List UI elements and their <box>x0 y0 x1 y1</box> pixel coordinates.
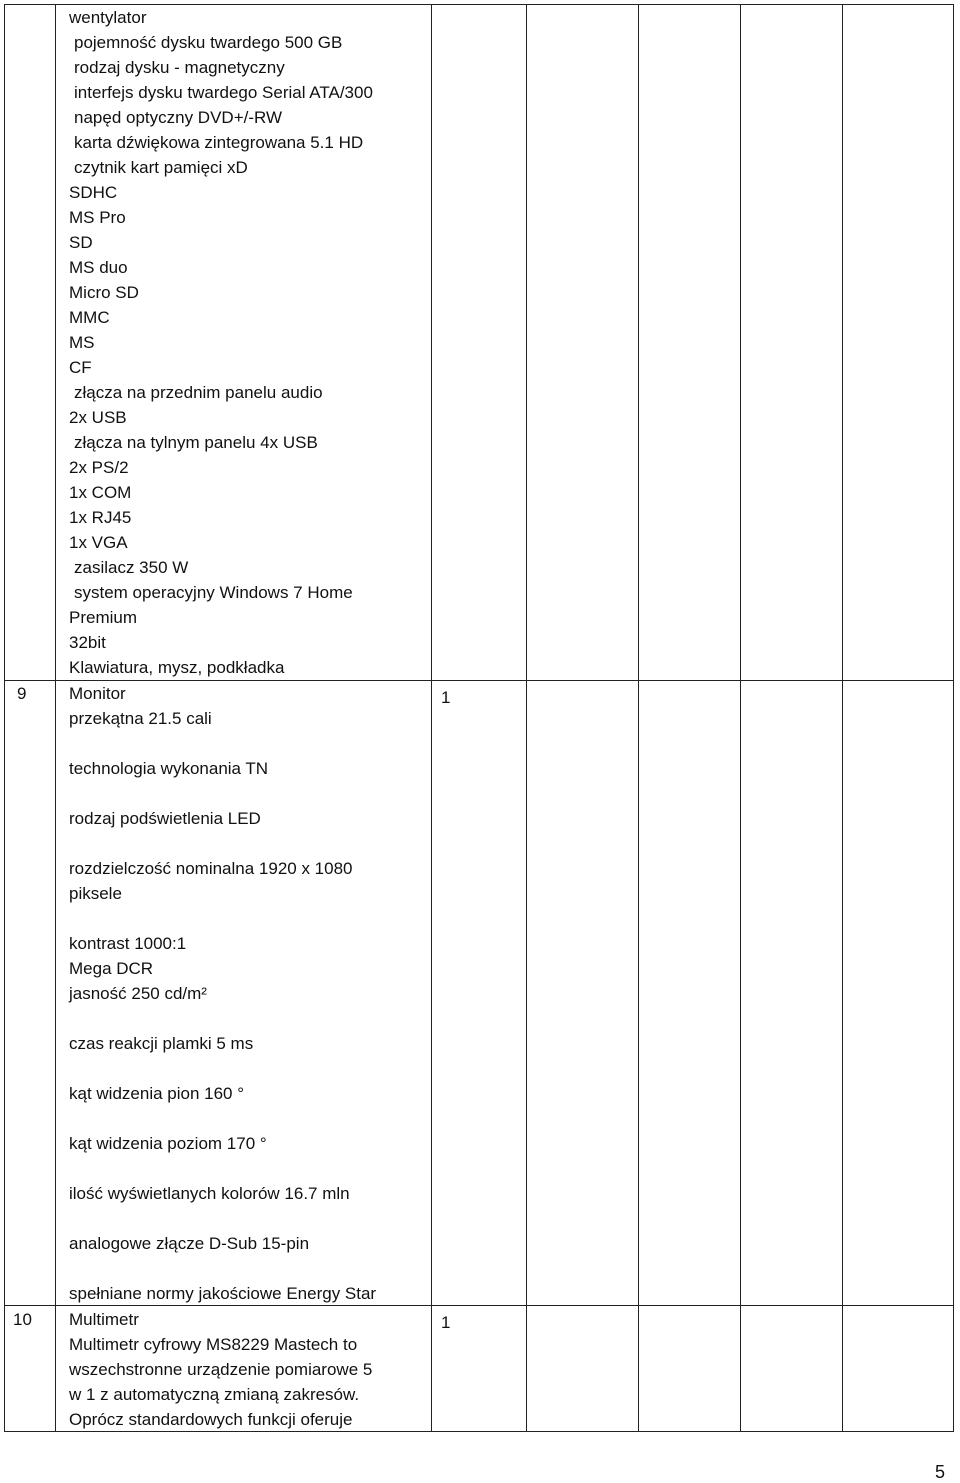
spec-line: wszechstronne urządzenie pomiarowe 5 <box>69 1360 373 1379</box>
spec-line: 1x VGA <box>69 533 128 552</box>
spec-line: SDHC <box>69 183 118 202</box>
spec-line: CF <box>69 358 92 377</box>
row-quantity-9: 1 <box>441 688 451 707</box>
spec-line: interfejs dysku twardego Serial ATA/300 <box>74 83 373 102</box>
spec-line: MS duo <box>69 258 128 277</box>
spec-line: piksele <box>69 884 122 903</box>
spec-line: MS <box>69 333 95 352</box>
row-quantity-10: 1 <box>441 1313 451 1332</box>
spec-line: Premium <box>69 608 138 627</box>
spec-line: Monitor <box>69 684 126 703</box>
spec-line: Oprócz standardowych funkcji oferuje <box>69 1410 353 1429</box>
column-divider-4 <box>638 4 639 1432</box>
spec-line: pojemność dysku twardego 500 GB <box>74 33 343 52</box>
column-divider-3 <box>526 4 527 1432</box>
spec-line: MMC <box>69 308 110 327</box>
column-divider-1 <box>55 4 56 1432</box>
row-number-10: 10 <box>13 1310 32 1329</box>
spec-line: rodzaj dysku - magnetyczny <box>74 58 285 77</box>
spec-line: złącza na tylnym panelu 4x USB <box>74 433 318 452</box>
spec-line: 2x PS/2 <box>69 458 129 477</box>
spec-line: karta dźwiękowa zintegrowana 5.1 HD <box>74 133 364 152</box>
spec-line: Micro SD <box>69 283 139 302</box>
spec-line: złącza na przednim panelu audio <box>74 383 323 402</box>
spec-line: czytnik kart pamięci xD <box>74 158 248 177</box>
spec-line: Klawiatura, mysz, podkładka <box>69 658 285 677</box>
spec-line: wentylator <box>69 8 147 27</box>
row-divider-9 <box>4 680 954 681</box>
spec-line: spełniane normy jakościowe Energy Star <box>69 1284 377 1303</box>
spec-line: technologia wykonania TN <box>69 759 269 778</box>
spec-line: Multimetr <box>69 1310 139 1329</box>
spec-line: rodzaj podświetlenia LED <box>69 809 261 828</box>
spec-line: MS Pro <box>69 208 126 227</box>
spec-line: analogowe złącze D-Sub 15-pin <box>69 1234 310 1253</box>
spec-line: przekątna 21.5 cali <box>69 709 212 728</box>
spec-line: kontrast 1000:1 <box>69 934 187 953</box>
spec-line: rozdzielczość nominalna 1920 x 1080 <box>69 859 353 878</box>
spec-line: 2x USB <box>69 408 127 427</box>
spec-line: napęd optyczny DVD+/-RW <box>74 108 283 127</box>
spec-line: kąt widzenia pion 160 ° <box>69 1084 245 1103</box>
row-number-9: 9 <box>17 684 27 703</box>
spec-line: Multimetr cyfrowy MS8229 Mastech to <box>69 1335 358 1354</box>
spec-line: system operacyjny Windows 7 Home <box>74 583 353 602</box>
spec-line: ilość wyświetlanych kolorów 16.7 mln <box>69 1184 350 1203</box>
spec-line: zasilacz 350 W <box>74 558 189 577</box>
spec-line: 1x COM <box>69 483 132 502</box>
spec-line: 1x RJ45 <box>69 508 132 527</box>
spec-line: 32bit <box>69 633 106 652</box>
spec-line: jasność 250 cd/m² <box>69 984 207 1003</box>
spec-line: w 1 z automatyczną zmianą zakresów. <box>69 1385 360 1404</box>
column-divider-5 <box>740 4 741 1432</box>
column-divider-6 <box>842 4 843 1432</box>
spec-line: Mega DCR <box>69 959 154 978</box>
spec-line: czas reakcji plamki 5 ms <box>69 1034 254 1053</box>
page-number: 5 <box>934 1462 945 1482</box>
spec-line: kąt widzenia poziom 170 ° <box>69 1134 267 1153</box>
column-divider-2 <box>431 4 432 1432</box>
spec-line: SD <box>69 233 93 252</box>
